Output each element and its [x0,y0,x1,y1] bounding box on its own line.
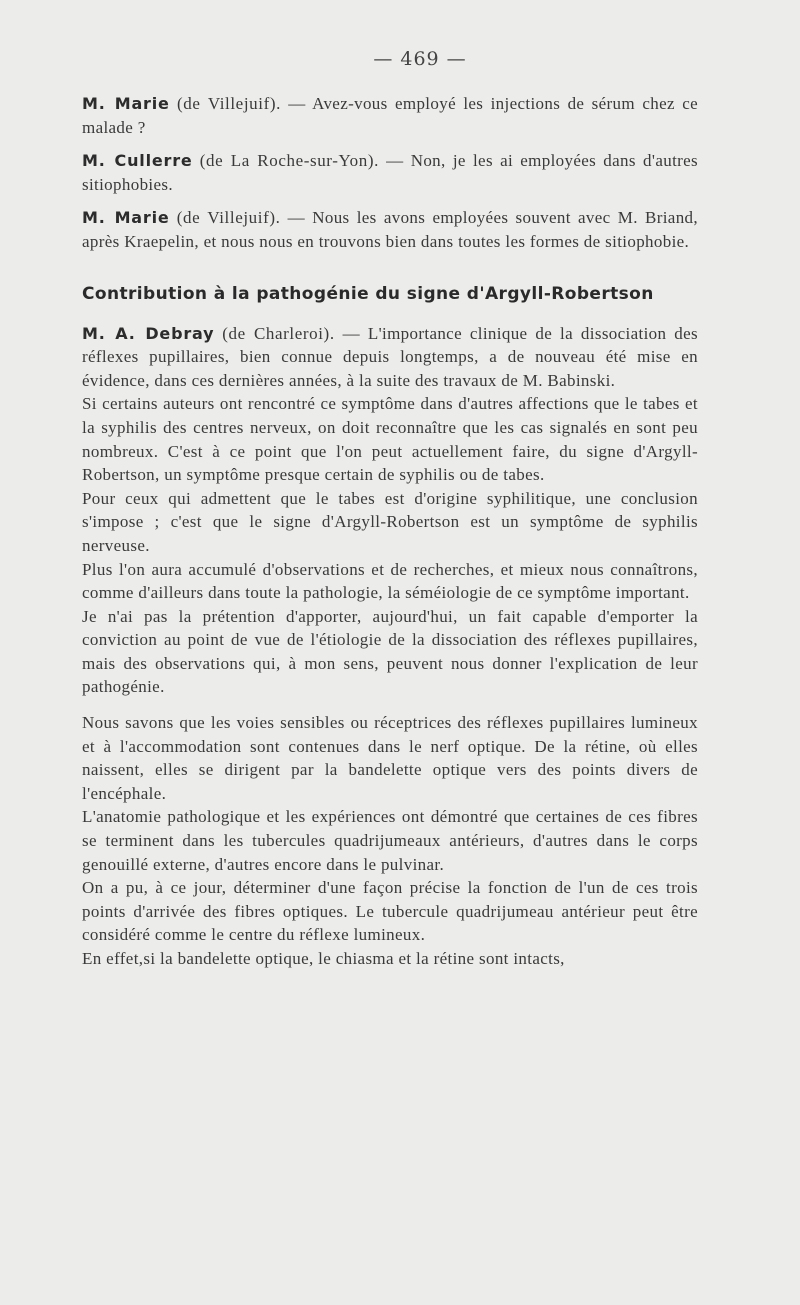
speaker-name: M. Marie [82,208,170,228]
author-name: M. A. Debray [82,323,215,343]
exchange-text: — Non, je les ai employées dans d'autres sitiophobies. [82,151,699,194]
speaker-place: (de Villejuif). [177,94,281,113]
speaker-place: (de La Roche-sur-Yon). [199,151,379,171]
body-paragraph: En effet,si la bandelette optique, le chiasma et la rétine sont intacts, [82,949,565,968]
author-place: (de Charleroi). [222,323,335,343]
speaker-name: M. Marie [82,94,170,113]
body-paragraph: On a pu, à ce jour, déterminer d'une façon précise la fonction de l'un de ces trois points d'arrivée des fibres optiques. Le tubercule quadrijumeau antérieur peut être considéré comme le centre du réflexe lumineux. [82,878,698,945]
exchange-1 [82,92,698,139]
paragraph-gap [82,699,698,711]
exchange-text: — Nous les avons employées souvent avec M. Briand, après Kraepelin, et nous nous en trouvons bien dans toutes les formes de sitiophobie. [82,208,698,251]
speaker-place: (de Villejuif). [176,208,281,228]
exchange-2 [82,149,698,196]
section-intro [82,322,698,393]
speaker-name: M. Cullerre [82,151,193,171]
page-number: — 469 — [373,48,467,70]
body-paragraph: Si certains auteurs ont rencontré ce symptôme dans d'autres affections que le tabes et la syphilis des centres nerveux, on doit reconnaître que les cas signalés en sont peu nombreux. C'est à ce point que l'on peut actuellement faire, du signe d'Argyll-Robertson, un symptôme presque certain de syphilis ou de tabes. [82,394,698,485]
exchange-text: — Avez-vous employé les injections de sérum chez ce malade ? [82,94,699,137]
body-paragraph: Plus l'on aura accumulé d'observations et de recherches, et mieux nous connaîtrons, comme d'ailleurs dans toute la pathologie, la séméiologie de ce symptôme important. [82,559,698,603]
body-paragraph: Nous savons que les voies sensibles ou réceptrices des réflexes pupillaires lumineux et à l'accommodation sont contenues dans le nerf optique. De la rétine, où elles naissent, elles se dirigent par la bandelette optique vers des points divers de l'encéphale. [82,713,698,803]
body-paragraph: Je n'ai pas la prétention d'apporter, aujourd'hui, un fait capable d'emporter la conviction au point de vue de l'étiologie de la dissociation des réflexes pupillaires, mais des observations qui, à mon sens, peuvent nous donner l'explication de leur pathogénie. [82,606,698,697]
section-title: Contribution à la pathogénie du signe d'Argyll-Robertson [82,283,654,304]
body-paragraph: L'anatomie pathologique et les expériences ont démontré que certaines de ces fibres se terminent dans les tubercules quadrijumeaux antérieurs, d'autres dans le corps genouillé externe, d'autres encore dans le pulvinar. [82,807,698,874]
intro-text: — L'importance clinique de la dissociation des réflexes pupillaires, bien connue depuis longtemps, a de nouveau été mise en évidence, dans ces dernières années, à la suite des travaux de M. Babinski. [82,323,698,390]
exchange-3 [82,206,698,253]
document-page [82,48,698,971]
body-paragraph: Pour ceux qui admettent que le tabes est d'origine syphilitique, une conclusion s'impose ; c'est que le signe d'Argyll-Robertson est un symptôme de syphilis nerveuse. [82,488,698,555]
